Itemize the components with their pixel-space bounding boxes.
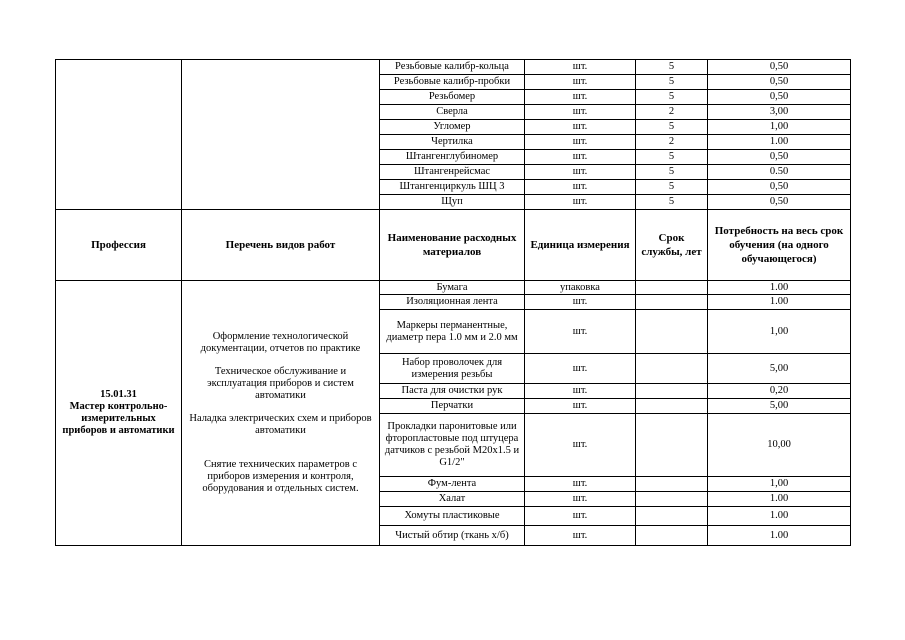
material-unit: шт. [525,526,636,546]
material-term [636,384,708,399]
material-name: Халат [380,492,525,507]
material-name: Паста для очистки рук [380,384,525,399]
tool-need: 1.00 [708,135,851,150]
tool-years: 5 [636,90,708,105]
material-need: 1.00 [708,492,851,507]
table-row [56,281,851,295]
work-item: Техническое обслуживание и эксплуатация приборов и систем автоматики [207,366,354,401]
header-need: Потребность на весь срок обучения (на одного обучающегося) [708,210,851,281]
tool-unit: шт. [525,60,636,75]
material-name: Перчатки [380,399,525,414]
tool-name: Чертилка [380,135,525,150]
tool-unit: шт. [525,105,636,120]
material-name: Прокладки паронитовые или фторопластовые под штуцера датчиков с резьбой М20х1.5 и G1/2" [380,414,525,477]
profession-code: 15.01.31 [100,389,137,400]
material-name: Чистый обтир (ткань х/б) [380,526,525,546]
work-item: Снятие технических параметров с приборов измерения и контроля, оборудования и отдельных систем. [202,459,359,494]
tool-name: Резьбовые калибр-пробки [380,75,525,90]
material-term [636,507,708,526]
tool-unit: шт. [525,135,636,150]
tool-need: 1,00 [708,120,851,135]
material-term [636,492,708,507]
table-row [56,60,851,75]
tool-need: 0,50 [708,150,851,165]
material-need: 0,20 [708,384,851,399]
tool-need: 0.50 [708,165,851,180]
material-unit: шт. [525,414,636,477]
profession-title: Мастер контрольно-измерительных приборов и автоматики [62,401,175,436]
material-name: Набор проволочек для измерения резьбы [380,354,525,384]
tool-years: 5 [636,195,708,210]
tool-years: 2 [636,105,708,120]
tool-need: 3,00 [708,105,851,120]
material-unit: шт. [525,310,636,354]
material-need: 1.00 [708,281,851,295]
tool-need: 0,50 [708,195,851,210]
tool-years: 2 [636,135,708,150]
tool-name: Штангенциркуль ШЦ 3 [380,180,525,195]
tool-need: 0,50 [708,60,851,75]
tool-name: Штангенглубиномер [380,150,525,165]
tool-name: Резьбомер [380,90,525,105]
tool-unit: шт. [525,90,636,105]
material-need: 1,00 [708,477,851,492]
material-need: 5,00 [708,399,851,414]
material-term [636,526,708,546]
empty-profession-cell [56,60,182,210]
material-name: Изоляционная лента [380,295,525,310]
tool-need: 0,50 [708,75,851,90]
tool-unit: шт. [525,180,636,195]
material-need: 10,00 [708,414,851,477]
material-term [636,281,708,295]
tool-years: 5 [636,165,708,180]
tool-name: Штангенрейсмас [380,165,525,180]
material-unit: шт. [525,507,636,526]
works-cell [182,281,380,546]
material-term [636,414,708,477]
profession-cell [56,281,182,546]
material-term [636,295,708,310]
material-name: Фум-лента [380,477,525,492]
tool-unit: шт. [525,150,636,165]
tool-need: 0,50 [708,90,851,105]
empty-works-cell [182,60,380,210]
material-need: 1.00 [708,507,851,526]
header-unit: Единица измерения [525,210,636,281]
tool-name: Щуп [380,195,525,210]
header-term: Срок службы, лет [636,210,708,281]
material-unit: шт. [525,399,636,414]
material-need: 1.00 [708,295,851,310]
tool-unit: шт. [525,120,636,135]
header-works: Перечень видов работ [182,210,380,281]
materials-table [55,59,851,546]
material-term [636,477,708,492]
table-header-row [56,210,851,281]
material-need: 1.00 [708,526,851,546]
tool-unit: шт. [525,195,636,210]
material-unit: шт. [525,492,636,507]
tool-years: 5 [636,180,708,195]
material-term [636,354,708,384]
tool-unit: шт. [525,75,636,90]
tool-years: 5 [636,75,708,90]
material-name: Бумага [380,281,525,295]
material-term [636,399,708,414]
tool-years: 5 [636,120,708,135]
header-materials: Наименование расходных материалов [380,210,525,281]
material-unit: шт. [525,295,636,310]
tool-unit: шт. [525,165,636,180]
material-unit: шт. [525,384,636,399]
material-unit: шт. [525,477,636,492]
material-unit: упаковка [525,281,636,295]
tool-name: Сверла [380,105,525,120]
work-item: Наладка электрических схем и приборов автоматики [189,413,372,436]
material-name: Хомуты пластиковые [380,507,525,526]
material-name: Маркеры перманентные, диаметр пера 1.0 мм и 2.0 мм [380,310,525,354]
header-profession: Профессия [56,210,182,281]
tool-years: 5 [636,150,708,165]
work-item: Оформление технологической документации, отчетов по практике [200,331,361,354]
material-unit: шт. [525,354,636,384]
tool-name: Резьбовые калибр-кольца [380,60,525,75]
tool-years: 5 [636,60,708,75]
tool-name: Угломер [380,120,525,135]
tool-need: 0,50 [708,180,851,195]
material-term [636,310,708,354]
material-need: 1,00 [708,310,851,354]
material-need: 5,00 [708,354,851,384]
